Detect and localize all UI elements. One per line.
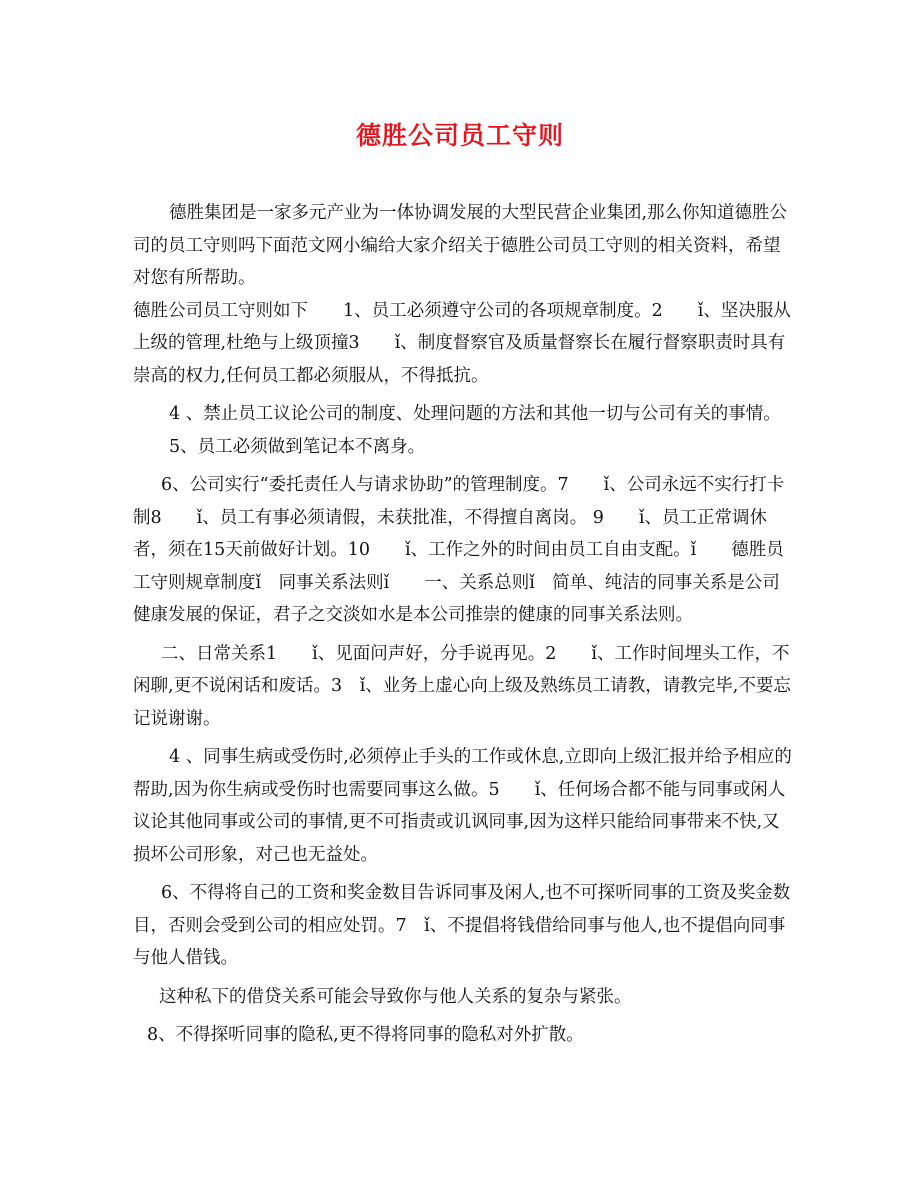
paragraph-relations-6: 6、不得将自己的工资和奖金数目告诉同事及闲人,也不可探听同事的工资及奖金数目，否则会受到公司的相应处罚。7 ǐ、不提倡将钱借给同事与他人,也不提倡向同事与他人借钱。 <box>133 883 791 968</box>
paragraph-rules-6: 6、公司实行“委托责任人与请求协助”的管理制度。7 ǐ、公司永远不实行打卡制8 ǐ、员工有事必须请假，未获批准，不得擅自离岗。 9 ǐ、员工正常调休者，须在15天前做好计划。10 ǐ、工作之外的时间由员工自由支配。ǐ 德胜员工守则规章制度ǐ 同事关系法则ǐ 一、关系总则ǐ 简单、纯洁的同事关系是公司健康发展的保证，君子之交淡如水是本公司推崇的健康的同事关系法则。 <box>133 475 785 625</box>
paragraph-intro: 德胜集团是一家多元产业为一体协调发展的大型民营企业集团,那么你知道德胜公司的员工守则吗下面范文网小编给大家介绍关于德胜公司员工守则的相关资料，希望对您有所帮助。 <box>133 203 788 288</box>
paragraph-privacy: 8、不得探听同事的隐私,更不得将同事的隐私对外扩散。 <box>147 1025 584 1045</box>
document-body <box>133 197 793 1052</box>
paragraph-relations-4: 4 、同事生病或受伤时,必须停止手头的工作或休息,立即向上级汇报并给予相应的帮助,因为你生病或受伤时也需要同事这么做。5 ǐ、任何场合都不能与同事或闲人议论其他同事或公司的事情,更不可指责或讥讽同事,因为这样只能给同事带来不快,又损坏公司形象，对己也无益处。 <box>133 747 792 865</box>
paragraph-daily-relations: 二、日常关系1 ǐ、见面问声好，分手说再见。2 ǐ、工作时间埋头工作，不闲聊,更不说闲话和废话。3 ǐ、业务上虚心向上级及熟练员工请教，请教完毕,不要忘记说谢谢。 <box>133 643 791 729</box>
paragraph-rule-4: 4 、禁止员工议论公司的制度、处理问题的方法和其他一切与公司有关的事情。 <box>169 404 781 424</box>
paragraph-lending: 这种私下的借贷关系可能会导致你与他人关系的复杂与紧张。 <box>159 986 632 1007</box>
paragraph-rules-1: 德胜公司员工守则如下 1、员工必须遵守公司的各项规章制度。2 ǐ、坚决服从上级的管理,杜绝与上级顶撞3 ǐ、制度督察官及质量督察长在履行督察职责时具有崇高的权力,任何员工都必须服从，不得抵抗。 <box>133 300 791 386</box>
paragraph-rule-5: 5、员工必须做到笔记本不离身。 <box>169 436 426 457</box>
document-title: 德胜公司员工守则 <box>355 121 564 150</box>
